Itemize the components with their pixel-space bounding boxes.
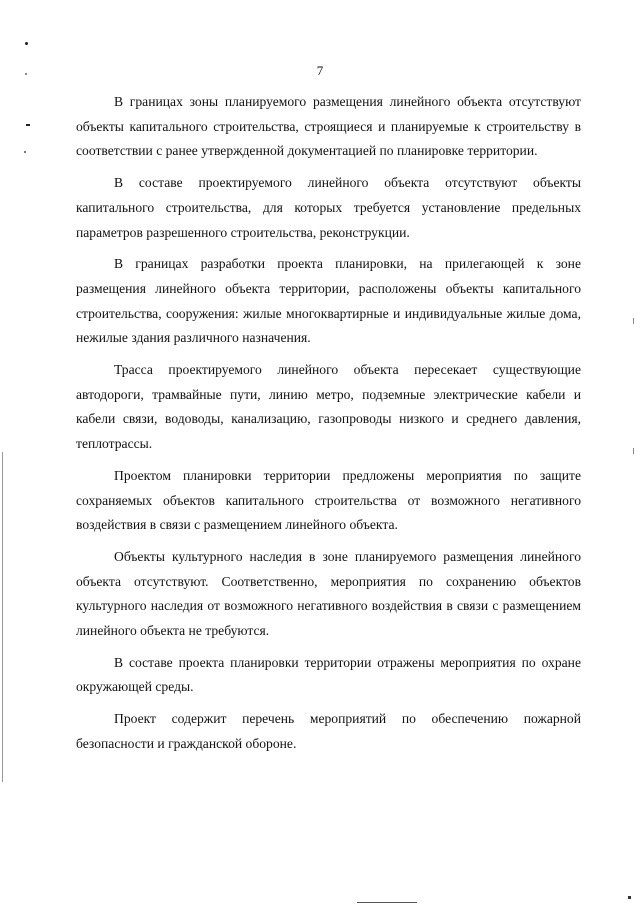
scan-edge-line (2, 452, 3, 782)
scan-edge-mark (633, 318, 634, 324)
paragraph: Проектом планировки территории предложены мероприятия по защите сохраняемых объектов капитального строительства от возможного негативного воздействия в связи с размещением линейного объекта. (76, 467, 581, 533)
paragraph: В составе проекта планировки территории отражены мероприятия по охране окружающей среды. (76, 654, 581, 695)
paragraph: В составе проектируемого линейного объекта отсутствуют объекты капитального строительства, для которых требуется установление предельных параметров разрешенного строительства, реконструкции. (76, 175, 581, 240)
scan-speck (628, 896, 631, 899)
scan-edge-mark (633, 448, 634, 454)
paragraph: Объекты культурного наследия в зоне планируемого размещения линейного объекта отсутствуют. Соответственно, мероприятия по сохранению объектов культурного наследия от возможного негативного воздействия в связи с размещением линейного объекта не требуются. (76, 548, 581, 639)
paragraph: Трасса проектируемого линейного объекта пересекает существующие автодороги, трамвайные пути, линию метро, подземные электрические кабели и кабели связи, водоводы, канализацию, газопроводы низкого и среднего давления, теплотрассы. (76, 362, 581, 452)
paragraph: В границах зоны планируемого размещения линейного объекта отсутствуют объекты капитального строительства, строящиеся и планируемые к строительству в соответствии с ранее утвержденной документацией по планировке территории. (76, 94, 581, 159)
scan-speck (25, 42, 28, 45)
document-body (76, 90, 581, 764)
scan-bottom-line (357, 902, 417, 903)
scan-speck (24, 151, 26, 153)
page-number: 7 (316, 63, 324, 78)
paragraph: Проект содержит перечень мероприятий по обеспечению пожарной безопасности и гражданской обороне. (76, 711, 581, 751)
scan-speck (26, 124, 30, 126)
paragraph: В границах разработки проекта планировки, на прилегающей к зоне размещения линейного объекта территории, расположены объекты капитального строительства, сооружения: жилые многоквартирные и индивидуальные жилые дома, нежилые здания различного назначения. (76, 256, 581, 346)
